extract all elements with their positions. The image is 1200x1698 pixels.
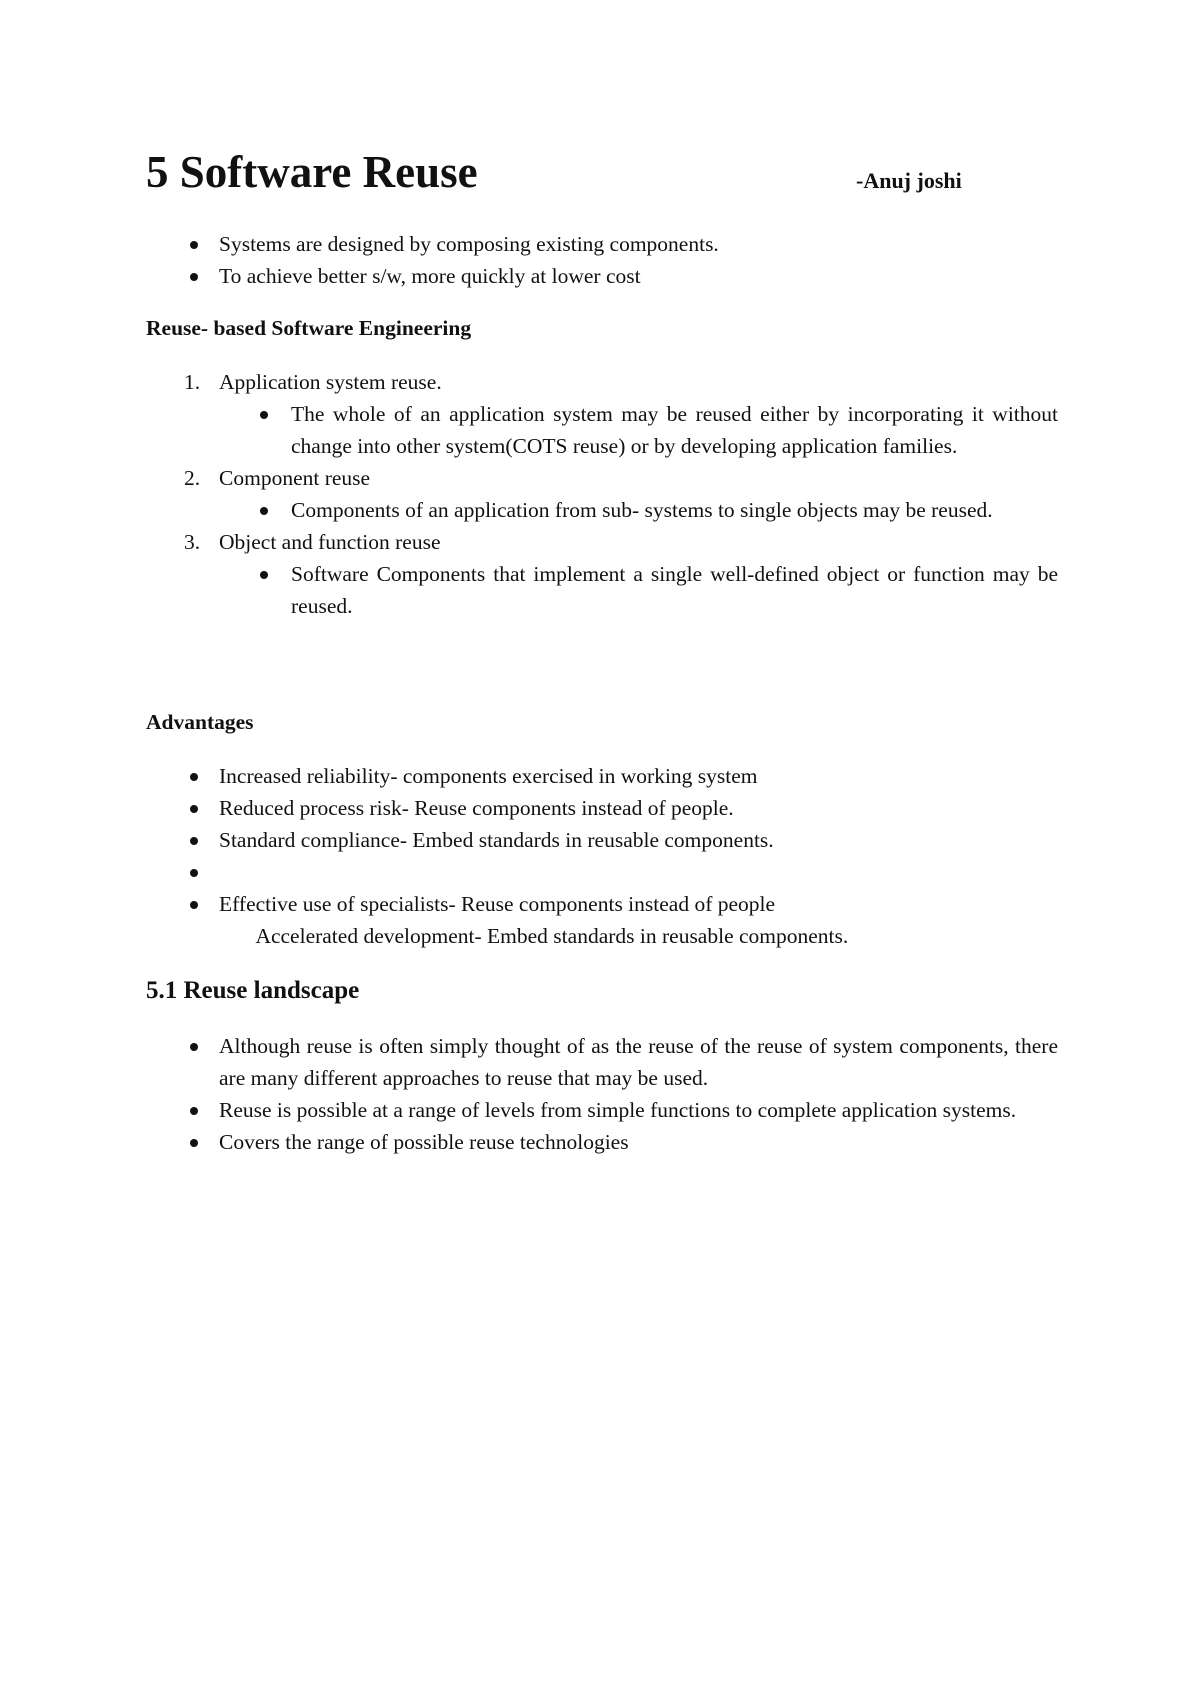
- list-item: [146, 760, 1058, 792]
- bullet-icon: [184, 1126, 204, 1158]
- page-title: 5 Software Reuse: [146, 147, 478, 197]
- list-item-text: To achieve better s/w, more quickly at lower cost: [219, 264, 641, 288]
- advantages-heading: Advantages: [146, 710, 254, 734]
- bullet-icon: [254, 494, 274, 526]
- list-item: [146, 228, 1058, 260]
- bullet-icon: [184, 824, 204, 856]
- numbered-item: [146, 462, 1058, 494]
- advantages-list: [146, 760, 1058, 948]
- list-item-text: Although reuse is often simply thought of as the reuse of the reuse of system components, there are many different approaches to reuse that may be used.: [219, 1034, 1058, 1090]
- reuse-types-list: [146, 366, 1058, 622]
- item-label: Application system reuse.: [219, 370, 442, 394]
- numbered-item: [146, 366, 1058, 398]
- bullet-icon: [184, 856, 204, 888]
- numbered-item: [146, 526, 1058, 558]
- sub-item-text: The whole of an application system may be reused either by incorporating it without change into other system(COTS reuse) or by developing application families.: [291, 402, 1058, 458]
- item-number: 1.: [184, 370, 201, 394]
- list-item-text: Reduced process risk- Reuse components instead of people.: [219, 796, 734, 820]
- item-label: Object and function reuse: [219, 530, 441, 554]
- sub-list-item: [146, 494, 1058, 526]
- landscape-heading: 5.1 Reuse landscape: [146, 977, 360, 1004]
- item-number: 2.: [184, 466, 201, 490]
- list-item: [146, 1126, 1058, 1158]
- list-item-text: Covers the range of possible reuse technologies: [219, 1130, 629, 1154]
- list-item: [146, 1030, 1058, 1094]
- bullet-icon: [184, 1030, 204, 1062]
- intro-list: [146, 228, 1058, 292]
- sub-list-item: [146, 398, 1058, 462]
- bullet-icon: [184, 228, 204, 260]
- landscape-list: [146, 1030, 1058, 1158]
- sub-list-item: [146, 558, 1058, 622]
- bullet-icon: [254, 558, 274, 590]
- bullet-icon: [184, 792, 204, 824]
- list-item: [146, 260, 1058, 292]
- list-item: [146, 792, 1058, 824]
- list-item-text: Accelerated development- Embed standards in reusable components.: [251, 924, 849, 948]
- author-name: -Anuj joshi: [856, 168, 962, 193]
- list-item-text: Systems are designed by composing existing components.: [219, 232, 719, 256]
- item-label: Component reuse: [219, 466, 371, 490]
- list-item: [146, 1094, 1058, 1126]
- list-item-text: Reuse is possible at a range of levels from simple functions to complete application systems.: [219, 1098, 1017, 1122]
- bullet-icon: [254, 398, 274, 430]
- list-item-text: Standard compliance- Embed standards in reusable components.: [219, 828, 774, 852]
- bullet-icon: [184, 760, 204, 792]
- bullet-icon: [184, 1094, 204, 1126]
- list-item: [146, 888, 1058, 920]
- bullet-icon: [184, 888, 204, 920]
- item-number: 3.: [184, 530, 201, 554]
- list-item: [146, 824, 1058, 856]
- sub-item-text: Components of an application from sub- systems to single objects may be reused.: [291, 498, 993, 522]
- list-item-text: Increased reliability- components exercised in working system: [219, 764, 758, 788]
- sub-item-text: Software Components that implement a single well-defined object or function may be reused.: [291, 562, 1058, 618]
- bullet-icon: [184, 260, 204, 292]
- reuse-based-heading: Reuse- based Software Engineering: [146, 316, 472, 340]
- list-item-text: Effective use of specialists- Reuse components instead of people: [219, 892, 776, 916]
